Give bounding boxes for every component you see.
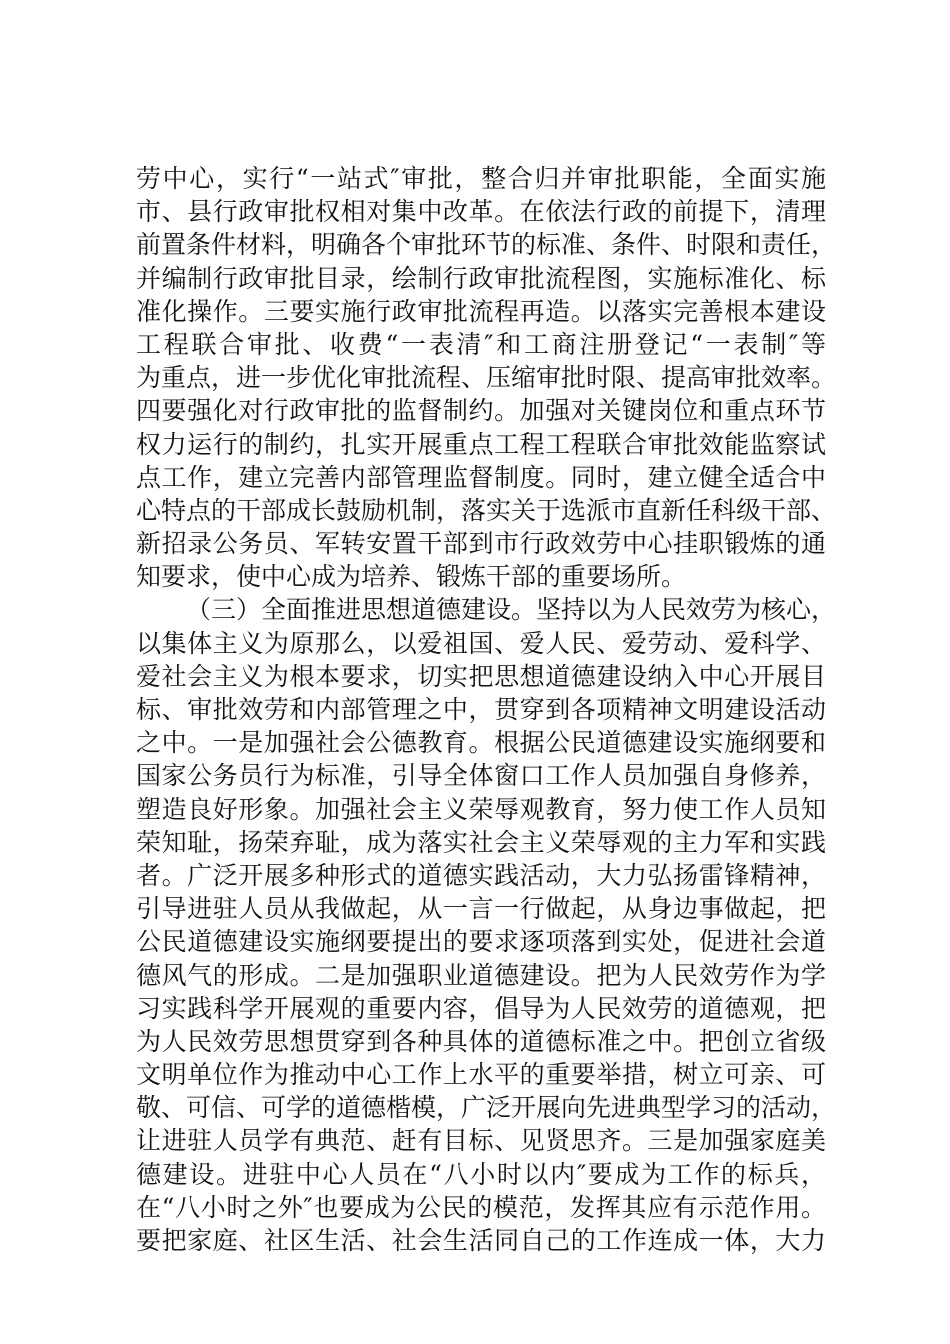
body-line: 前置条件材料，明确各个审批环节的标准、条件、时限和责任， <box>136 230 837 260</box>
body-line: 文明单位作为推动中心工作上水平的重要举措，树立可亲、可 <box>136 1060 826 1090</box>
body-line: 标、审批效劳和内部管理之中，贯穿到各项精神文明建设活动 <box>136 695 826 724</box>
body-line: 心特点的干部成长鼓励机制，落实关于选派市直新任科级干部、 <box>136 495 837 525</box>
body-line: 让进驻人员学有典范、赶有目标、见贤思齐。三是加强家庭美 <box>136 1126 826 1156</box>
body-line: 引导进驻人员从我做起，从一言一行做起，从身边事做起，把 <box>136 894 826 924</box>
body-line: 敬、可信、可学的道德楷模，广泛开展向先进典型学习的活动， <box>136 1093 837 1123</box>
paragraph-end-line: 知要求，使中心成为培养、锻炼干部的重要场所。 <box>136 562 687 592</box>
body-line: 在“八小时之外″也要成为公民的模范，发挥其应有示范作用。 <box>136 1192 826 1222</box>
body-line: 四要强化对行政审批的监督制约。加强对关键岗位和重点环节 <box>136 396 826 426</box>
body-line: 德建设。进驻中心人员在“八小时以内″要成为工作的标兵， <box>136 1159 826 1189</box>
body-line: 之中。一是加强社会公德教育。根据公民道德建设实施纲要和 <box>136 728 826 758</box>
body-line: 点工作，建立完善内部管理监督制度。同时，建立健全适合中 <box>136 462 826 492</box>
body-line: 要把家庭、社区生活、社会生活同自己的工作连成一体，大力 <box>136 1226 826 1255</box>
body-line: 准化操作。三要实施行政审批流程再造。以落实完善根本建设 <box>136 296 826 326</box>
body-line: 荣知耻，扬荣弃耻，成为落实社会主义荣辱观的主力军和实践 <box>136 827 826 857</box>
document-body <box>136 162 837 1257</box>
body-line: 并编制行政审批目录，绘制行政审批流程图，实施标准化、标 <box>136 263 826 293</box>
body-line: 劳中心，实行“一站式″审批，整合归并审批职能，全面实施 <box>136 164 826 193</box>
body-line: 为人民效劳思想贯穿到各种具体的道德标准之中。把创立省级 <box>136 1026 826 1056</box>
paragraph-start-line: （三）全面推进思想道德建设。坚持以为人民效劳为核心， <box>186 595 837 625</box>
body-line: 工程联合审批、收费“一表清″和工商注册登记“一表制″等 <box>136 329 826 359</box>
body-line: 权力运行的制约，扎实开展重点工程工程联合审批效能监察试 <box>136 429 826 459</box>
body-line: 为重点，进一步优化审批流程、压缩审批时限、提高审批效率。 <box>136 363 837 393</box>
body-line: 者。广泛开展多种形式的道德实践活动，大力弘扬雷锋精神， <box>136 860 826 890</box>
body-line: 德风气的形成。二是加强职业道德建设。把为人民效劳作为学 <box>136 960 826 990</box>
body-line: 市、县行政审批权相对集中改革。在依法行政的前提下，清理 <box>136 197 826 227</box>
body-line: 习实践科学开展观的重要内容，倡导为人民效劳的道德观，把 <box>136 993 826 1023</box>
body-line: 国家公务员行为标准，引导全体窗口工作人员加强自身修养， <box>136 761 826 791</box>
body-line: 以集体主义为原那么，以爱祖国、爱人民、爱劳动、爱科学、 <box>136 628 826 658</box>
body-line: 塑造良好形象。加强社会主义荣辱观教育，努力使工作人员知 <box>136 794 826 824</box>
body-line: 新招录公务员、军转安置干部到市行政效劳中心挂职锻炼的通 <box>136 529 826 559</box>
body-line: 爱社会主义为根本要求，切实把思想道德建设纳入中心开展目 <box>136 661 826 691</box>
body-line: 公民道德建设实施纲要提出的要求逐项落到实处，促进社会道 <box>136 927 826 957</box>
